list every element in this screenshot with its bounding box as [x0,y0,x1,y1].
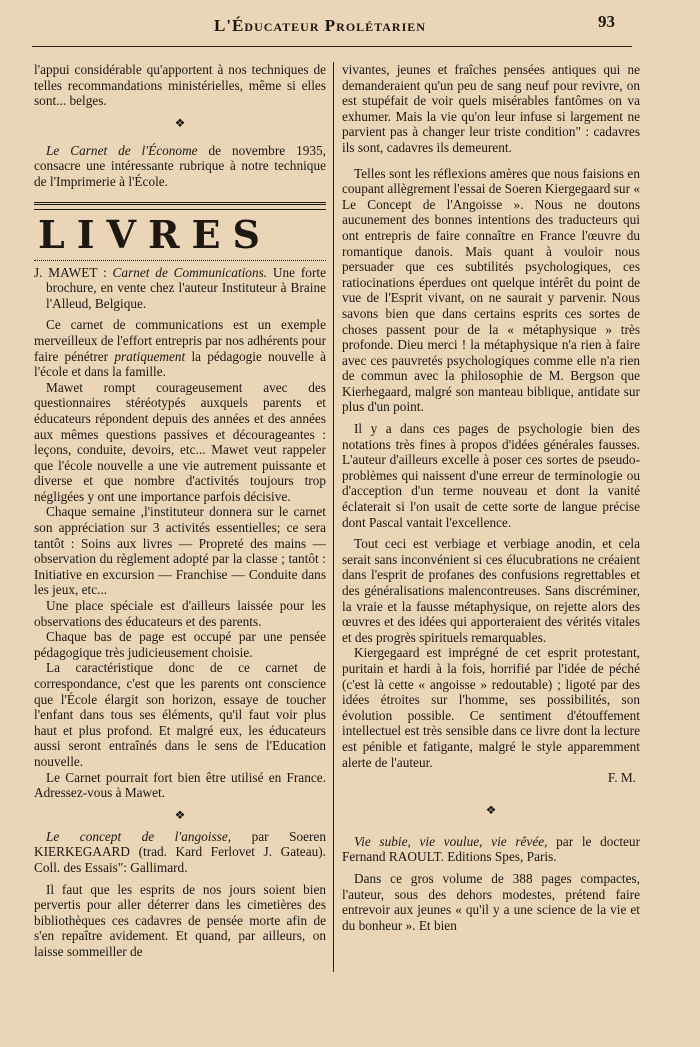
ornament-separator: ❖ [485,802,497,817]
paragraph: Kiergegaard est imprégné de cet esprit protestant, puritain et hardi à la fois, horrifié par l'idée de péché (c'est là cette « angoisse » redoutable) ; ligoté par des idées étroites sur l'homme, ses possibilités, son évolution possible. Ce sentiment d'étouffement intellectuel est très sensible dans ce livre dont la lecture est pénible et fatigante, malgré le style apparemment alerte de l'auteur. [342,645,640,770]
book-author: J. MAWET : [34,264,113,280]
ornament-separator: ❖ [174,115,186,130]
book-title: Le concept de l'angoisse, [46,828,232,844]
book-entry: Le concept de l'angoisse, par Soeren KIERKEGAARD (trad. Kard Ferlovet J. Gateau). Coll. des Essais": Gallimard. [34,828,326,875]
paragraph: Il y a dans ces pages de psychologie bien des notations très fines à propos d'idées générales fausses. L'auteur d'ailleurs excelle à poser ces sortes de pseudo-problèmes qui naissent d'une erreur de terminologie ou d'acception d'un terme nouveau et dont la vanité éclaterait si l'on usait de cette sorte de langue précise dont Pascal vantait l'excellence. [342,421,640,530]
ornament-separator: ❖ [174,807,186,822]
section-title: LIVRES [38,211,272,257]
right-column [342,62,640,933]
author-signature: F. M. [607,770,636,786]
book-entry: Vie subie, vie voulue, vie rêvée, par le docteur Fernand RAOULT. Editions Spes, Paris. [342,833,640,865]
paragraph: l'appui considérable qu'apportent à nos techniques de telles recommandations ministérielles, même si elles sont... belges. [34,62,326,109]
paragraph: vivantes, jeunes et fraîches pensées antiques qui ne demanderaient qu'un peu de sang neuf pour revivre, on est stupéfait de voir quels misérables fantômes on va exhumer. Mais la vie qu'on leur infuse si largement ne parvient pas à changer leur triste condition" : cadavres ils sont, cadavres ils demeurent. [342,62,640,155]
column-divider [333,62,334,972]
header-rule [32,46,632,47]
page-number: 93 [598,12,615,31]
paragraph: Mawet rompt courageusement avec des questionnaires stéréotypés auxquels parents et éducateurs répondent depuis des années et des années aux mêmes questions passives et décourageantes : leçons, conduite, devoirs, etc... Mawet veut rappeler que l'école nouvelle a une vie autrement puissante et diverse et que nombre d'activités toujours trop négligées y ont une importance parfois décisive. [34,379,326,504]
book-title: Carnet de Communications. [112,264,268,280]
paragraph: La caractéristique donc de ce carnet de correspondance, c'est que les parents ont conscience que l'École élargit son horizon, essaye de toucher l'enfant dans tous ses éléments, qu'il faut voir plus haut et plus profond. Et malgré eux, les éducateurs aussi seront entraînés dans le sens de l'Education nouvelle. [34,660,326,769]
heading-rule [34,202,326,210]
paragraph: Il faut que les esprits de nos jours soient bien pervertis pour aller déterrer dans les cimetières des bibliothèques ces cadavres de pensée morte afin de s'en repaître avidement. Et quand, par ailleurs, on laisse sommeiller de [34,881,326,959]
paragraph: Tout ceci est verbiage et verbiage anodin, et cela serait sans inconvénient si ces élucubrations ne créaient dans l'esprit de profanes des confusions regrettables et des généralisations malencontreuses. Sans discréminer, la vraie et la fausse métaphysique, on rejette alors des œuvres et des idées qui apporteraient des vérités vitales et des progrès spirituels remarquables. [342,536,640,645]
paragraph: Chaque bas de page est occupé par une pensée pédagogique très judicieusement choisie. [34,629,326,660]
paragraph: Une place spéciale est d'ailleurs laissée pour les observations des éducateurs et des parents. [34,598,326,629]
left-column [34,62,326,960]
paragraph: Ce carnet de communications est un exemple merveilleux de l'effort entrepris par nos adhérents pour faire pénétrer pratiquement la pédagogie nouvelle à l'école et dans la famille. [34,317,326,380]
book-title: Vie subie, vie voulue, vie rêvée, [354,833,548,849]
paragraph: Telles sont les réflexions amères que nous faisions en coupant allègrement l'essai de Soeren Kiergegaard sur « Le Concept de l'Angoisse ». Nous ne doutons aucunement des bonnes intentions des traducteurs qui ont entrepris de faire connaître en France l'œuvre du romantique danois. Mais quant à vouloir nous persuader que ces subtilités psychologiques, ces ratiocinations éperdues ont quelque intérêt du point de vue de l'Esprit vivant, on ne saurait y parvenir. Nous savons bien que dans certains esprits ces sortes de choses passent pour de la « métaphysique » très profonde. Dieu merci ! la métaphysique n'a rien à faire avec ces pauvretés psychologiques comme elle n'a rien de commun avec la philosophie de M. Bergson que Kierhegaard, malgré son manteau biblique, antidate sur plus d'un point. [342,165,640,415]
page-header [32,6,632,42]
book-entry: J. MAWET : Carnet de Communications. Une forte brochure, en vente chez l'auteur Instituteur à Braine l'Alleud, Belgique. [34,264,326,311]
paragraph: Le Carnet pourrait fort bien être utilisé en France. Adressez-vous à Mawet. [34,769,326,801]
paragraph: Chaque semaine ,l'instituteur donnera sur le carnet son appréciation sur 3 activités essentielles; ce sera tantôt : Soins aux livres — Propreté des mains — observation du règlement adopté par la classe ; tantôt : Initiative en excursion — Franchise — Conduite dans les jeux, etc... [34,504,326,598]
paragraph: Dans ce gros volume de 388 pages compactes, l'auteur, sous des dehors modestes, prétend faire entrevoir aux jeunes « qu'il y a une science de la vie et du bonheur ». Et bien [342,870,640,933]
section-heading-block [34,202,326,265]
paragraph: Le Carnet de l'Économe de novembre 1935, consacre une intéressante rubrique à notre technique de l'Imprimerie à l'École. [34,142,326,189]
publication-title: Le Carnet de l'Économe [46,142,198,158]
running-title: L'Éducateur Prolétarien [214,16,426,35]
